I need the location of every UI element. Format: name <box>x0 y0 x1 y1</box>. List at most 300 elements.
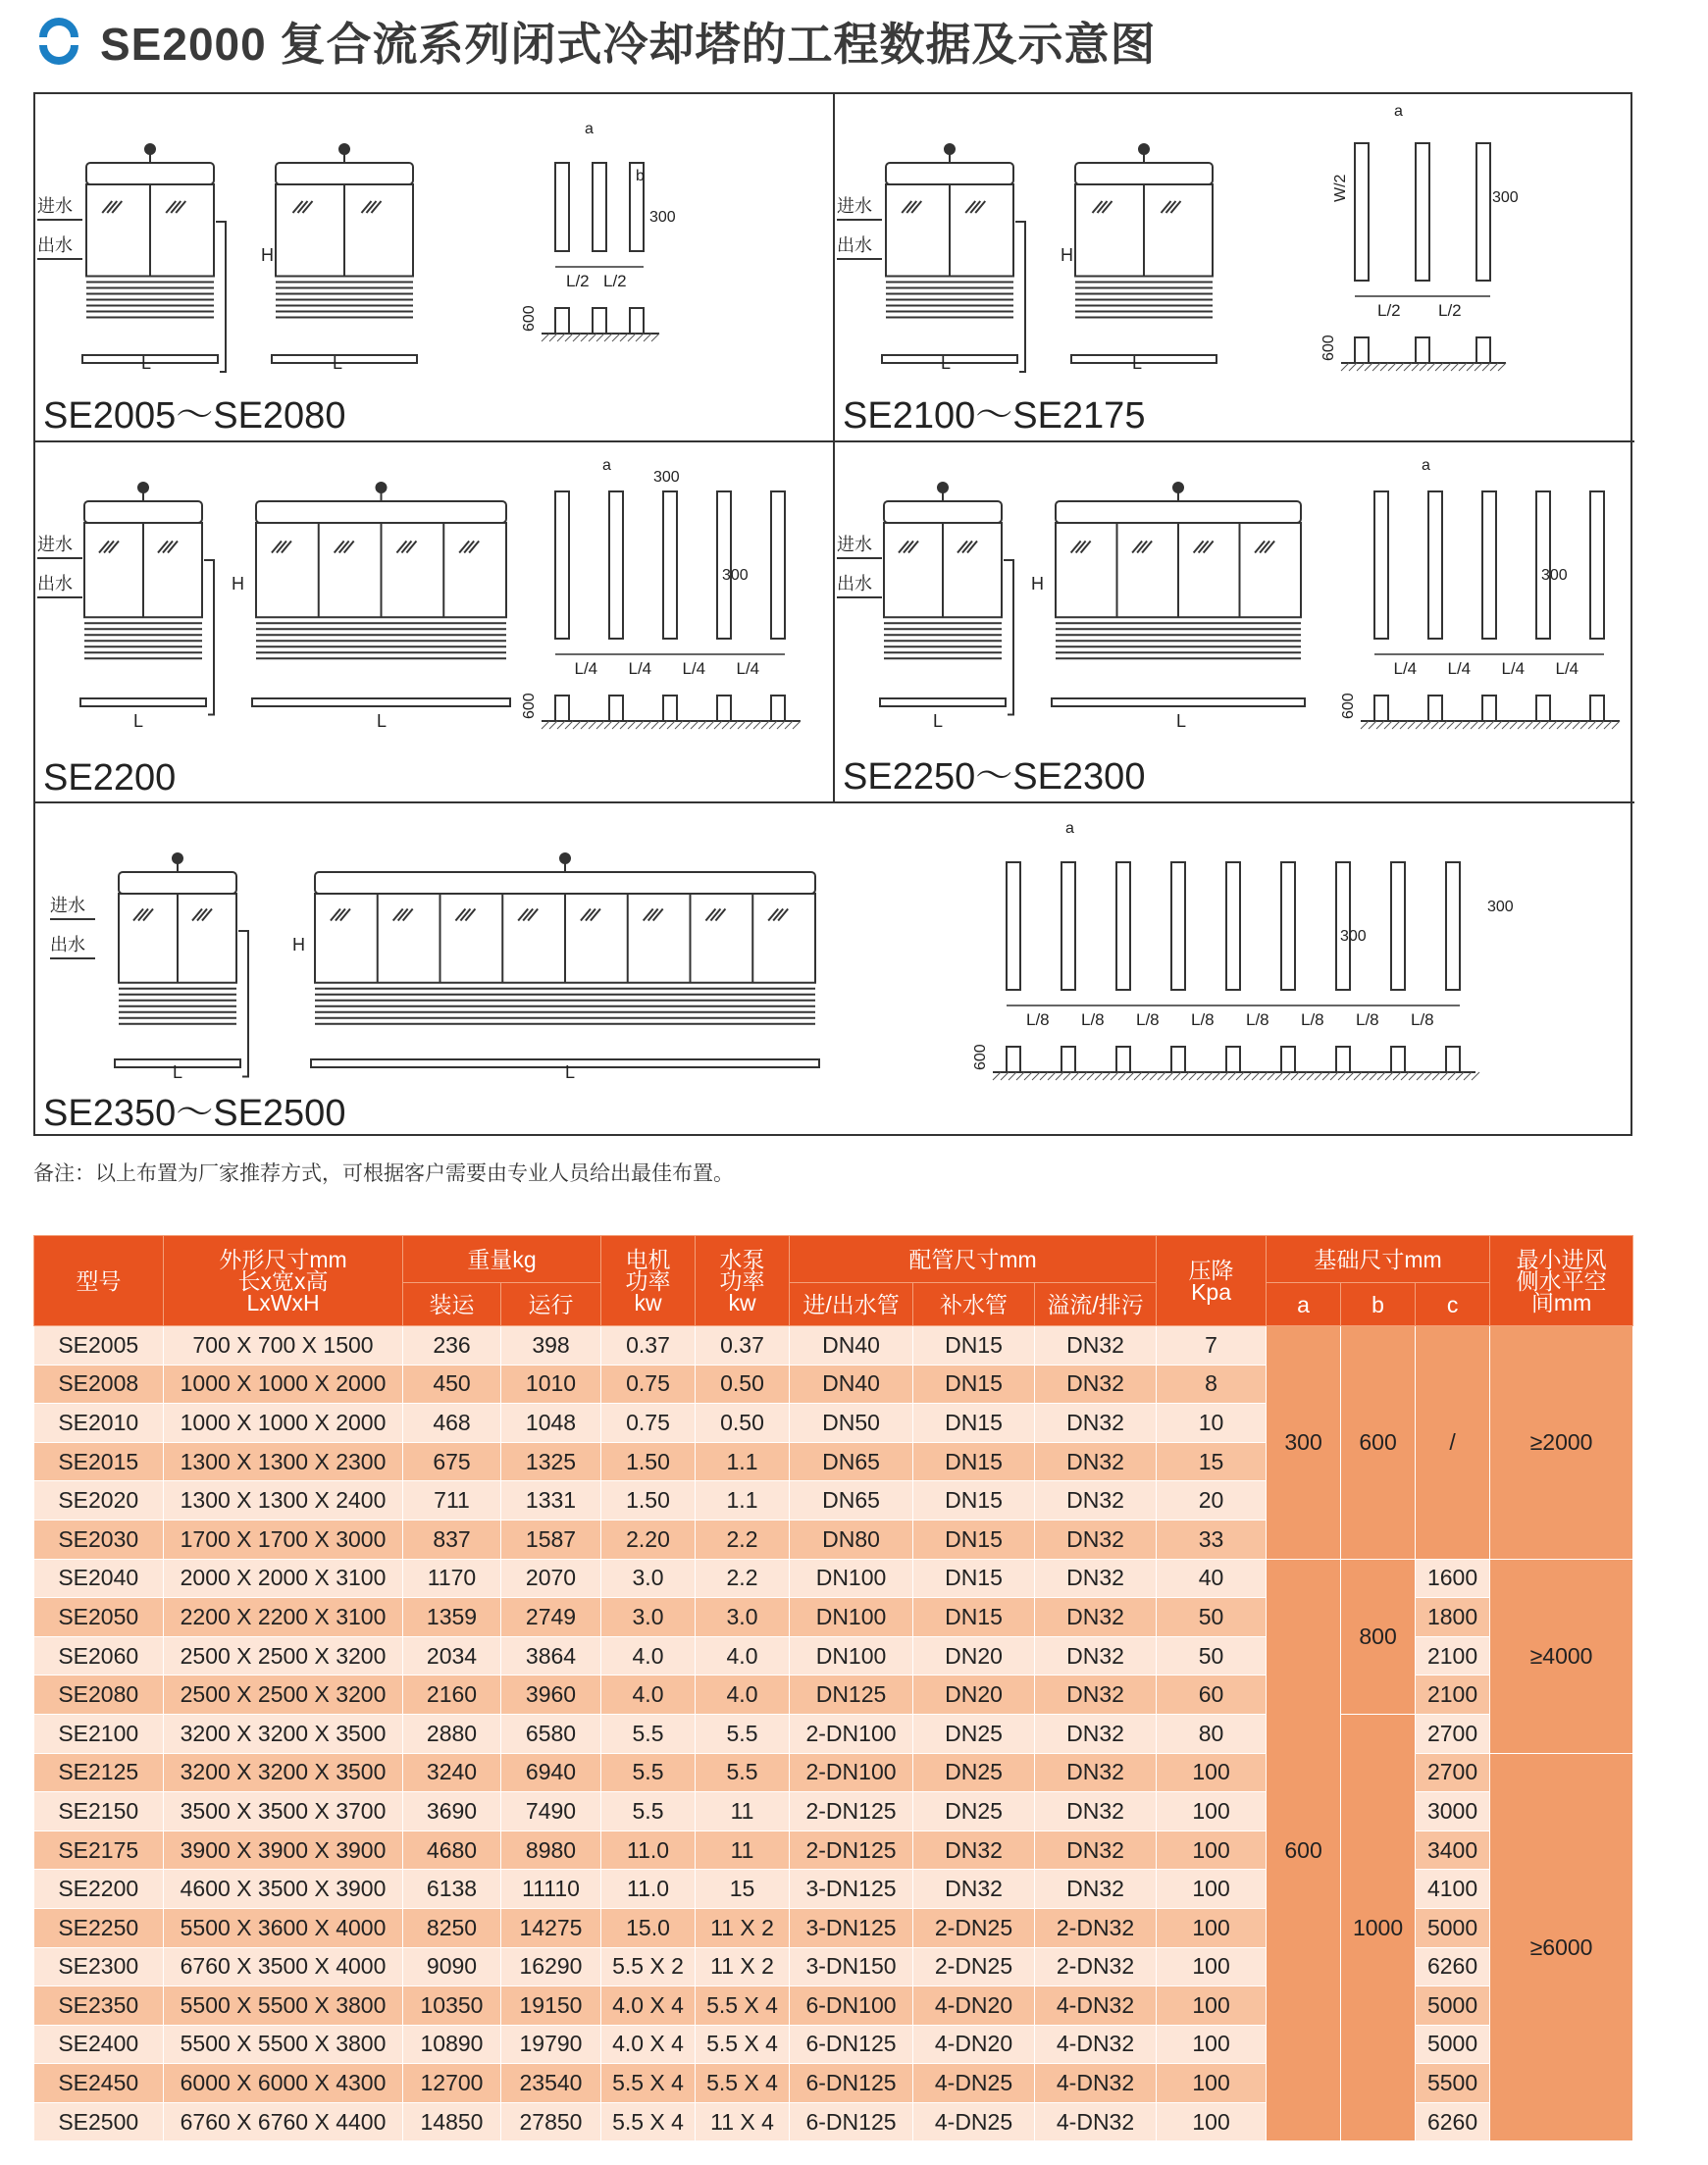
foundation-beam <box>555 163 569 251</box>
cell-motor: 0.75 <box>601 1404 696 1443</box>
dim-w2-label: W/2 <box>1332 174 1349 202</box>
foundation-beam <box>771 491 785 639</box>
cell-motor: 4.0 <box>601 1675 696 1715</box>
cell-makeup: 4-DN20 <box>913 2025 1035 2064</box>
cell-foundation-c: / <box>1416 1326 1490 1560</box>
cell-overflow: 4-DN32 <box>1035 1986 1157 2026</box>
cell-ship: 450 <box>403 1365 501 1404</box>
cell-dims: 3500 X 3500 X 3700 <box>164 1792 403 1831</box>
page-header <box>33 12 1156 71</box>
cell-makeup: DN15 <box>913 1404 1035 1443</box>
col-header-pump <box>696 1236 790 1326</box>
cell-foundation-c: 6260 <box>1416 2102 1490 2141</box>
cell-run: 8980 <box>501 1830 601 1870</box>
cell-io: 2-DN125 <box>790 1830 913 1870</box>
cell-model: SE2400 <box>34 2025 164 2064</box>
height-label: H <box>292 935 305 954</box>
span-label: L/2 <box>566 272 590 290</box>
diagram-drawing <box>835 442 1634 756</box>
span-label: L/8 <box>1081 1010 1105 1029</box>
cell-ship: 9090 <box>403 1947 501 1986</box>
cell-ship: 837 <box>403 1520 501 1559</box>
dim-300-label: 300 <box>722 567 749 584</box>
cell-pump: 1.1 <box>696 1481 790 1521</box>
cell-makeup: DN15 <box>913 1481 1035 1521</box>
water-out-label: 出水 <box>37 235 73 255</box>
cell-pump: 0.37 <box>696 1326 790 1366</box>
cell-foundation-c: 2100 <box>1416 1636 1490 1675</box>
cell-makeup: DN25 <box>913 1753 1035 1792</box>
cell-pump: 3.0 <box>696 1598 790 1637</box>
cell-ship: 4680 <box>403 1830 501 1870</box>
cell-run: 1048 <box>501 1404 601 1443</box>
brand-logo-icon <box>33 16 84 67</box>
cell-foundation-a: 600 <box>1267 1559 1341 2141</box>
cell-ship: 1170 <box>403 1559 501 1598</box>
cell-run: 6940 <box>501 1753 601 1792</box>
span-label: L/8 <box>1191 1010 1215 1029</box>
cell-pressure: 100 <box>1157 1908 1267 1947</box>
cell-makeup: DN15 <box>913 1442 1035 1481</box>
cell-ship: 14850 <box>403 2102 501 2141</box>
span-label: L/4 <box>1393 659 1418 678</box>
cell-foundation-c: 1600 <box>1416 1559 1490 1598</box>
water-in-label: 进水 <box>37 196 73 216</box>
cell-io: 3-DN150 <box>790 1947 913 1986</box>
cell-clearance: ≥4000 <box>1490 1559 1633 1753</box>
cell-dims: 1000 X 1000 X 2000 <box>164 1404 403 1443</box>
cell-io: 6-DN100 <box>790 1986 913 2026</box>
cell-dims: 1300 X 1300 X 2300 <box>164 1442 403 1481</box>
cell-makeup: DN15 <box>913 1559 1035 1598</box>
cooling-tower-drawing <box>311 853 819 1067</box>
length-label: L <box>565 1062 576 1082</box>
diagram-drawing <box>835 94 1634 395</box>
cell-motor: 5.5 X 4 <box>601 2102 696 2141</box>
cell-ship: 2034 <box>403 1636 501 1675</box>
cell-motor: 11.0 <box>601 1870 696 1909</box>
cell-foundation-c: 1800 <box>1416 1598 1490 1637</box>
cell-io: DN40 <box>790 1365 913 1404</box>
cooling-tower-drawing <box>272 144 417 363</box>
table-row <box>34 1559 1633 1598</box>
span-label: L/4 <box>1501 659 1526 678</box>
col-header-clearance <box>1490 1236 1633 1326</box>
cell-pressure: 60 <box>1157 1675 1267 1715</box>
cell-foundation-c: 5000 <box>1416 1986 1490 2026</box>
cell-motor: 1.50 <box>601 1481 696 1521</box>
cooling-tower-drawing <box>252 483 510 706</box>
cell-overflow: DN32 <box>1035 1675 1157 1715</box>
cell-pump: 15 <box>696 1870 790 1909</box>
cell-foundation-c: 5000 <box>1416 1908 1490 1947</box>
length-label: L <box>933 711 944 731</box>
table-row <box>34 1714 1633 1753</box>
cell-run: 1587 <box>501 1520 601 1559</box>
cell-model: SE2020 <box>34 1481 164 1521</box>
cell-overflow: DN32 <box>1035 1714 1157 1753</box>
cell-ship: 2160 <box>403 1675 501 1715</box>
cell-model: SE2080 <box>34 1675 164 1715</box>
span-label: L/8 <box>1411 1010 1434 1029</box>
span-label: L/4 <box>736 659 760 678</box>
foundation-beam <box>609 491 623 639</box>
foundation-beam <box>1226 862 1240 990</box>
cell-dims: 2000 X 2000 X 3100 <box>164 1559 403 1598</box>
foundation-beam <box>593 163 606 251</box>
cell-dims: 1000 X 1000 X 2000 <box>164 1365 403 1404</box>
cell-dims: 5500 X 5500 X 3800 <box>164 2025 403 2064</box>
cell-pressure: 8 <box>1157 1365 1267 1404</box>
height-label: H <box>232 574 244 593</box>
diagram-panel <box>35 442 835 803</box>
foundation-beam <box>663 491 677 639</box>
cell-run: 3960 <box>501 1675 601 1715</box>
cell-overflow: 2-DN32 <box>1035 1908 1157 1947</box>
water-out-label: 出水 <box>837 235 872 255</box>
cell-motor: 15.0 <box>601 1908 696 1947</box>
cell-overflow: DN32 <box>1035 1830 1157 1870</box>
cell-io: 2-DN125 <box>790 1792 913 1831</box>
dim-300-label: 300 <box>649 209 676 226</box>
cell-ship: 10890 <box>403 2025 501 2064</box>
cell-foundation-c: 6260 <box>1416 1947 1490 1986</box>
foundation-beam <box>1061 862 1075 990</box>
cell-motor: 3.0 <box>601 1559 696 1598</box>
cell-makeup: 4-DN25 <box>913 2064 1035 2103</box>
cell-motor: 3.0 <box>601 1598 696 1637</box>
foundation-beam <box>1446 862 1460 990</box>
cell-foundation-a: 300 <box>1267 1326 1341 1560</box>
cell-foundation-c: 3400 <box>1416 1830 1490 1870</box>
cell-dims: 4600 X 3500 X 3900 <box>164 1870 403 1909</box>
cell-model: SE2060 <box>34 1636 164 1675</box>
cell-pump: 5.5 X 4 <box>696 1986 790 2026</box>
length-label: L <box>377 711 388 731</box>
length-label: L <box>1176 711 1187 731</box>
panel-model-range: SE2005～SE2080 <box>43 395 346 437</box>
cell-dims: 1300 X 1300 X 2400 <box>164 1481 403 1521</box>
foundation-beam <box>1281 862 1295 990</box>
cell-motor: 5.5 X 2 <box>601 1947 696 1986</box>
cell-clearance: ≥2000 <box>1490 1326 1633 1560</box>
col-header-ship: 装运 <box>403 1283 501 1326</box>
cell-ship: 711 <box>403 1481 501 1521</box>
length-label: L <box>1132 353 1143 373</box>
cell-makeup: DN32 <box>913 1870 1035 1909</box>
cell-io: 2-DN100 <box>790 1753 913 1792</box>
cell-io: 6-DN125 <box>790 2025 913 2064</box>
cell-makeup: 4-DN20 <box>913 1986 1035 2026</box>
cell-dims: 2500 X 2500 X 3200 <box>164 1675 403 1715</box>
cell-overflow: DN32 <box>1035 1404 1157 1443</box>
cell-overflow: 4-DN32 <box>1035 2064 1157 2103</box>
cell-model: SE2300 <box>34 1947 164 1986</box>
foundation-beam <box>1171 862 1185 990</box>
cell-motor: 1.50 <box>601 1442 696 1481</box>
footnote: 备注：以上布置为厂家推荐方式，可根据客户需要由专业人员给出最佳布置。 <box>33 1161 734 1185</box>
cell-motor: 4.0 X 4 <box>601 2025 696 2064</box>
col-header-dims <box>164 1236 403 1326</box>
cell-model: SE2050 <box>34 1598 164 1637</box>
cell-pressure: 100 <box>1157 1753 1267 1792</box>
cell-overflow: DN32 <box>1035 1636 1157 1675</box>
cell-makeup: 4-DN25 <box>913 2102 1035 2141</box>
span-label: L/2 <box>603 272 627 290</box>
panel-model-range: SE2200 <box>43 757 177 799</box>
cell-overflow: DN32 <box>1035 1559 1157 1598</box>
cell-pump: 11 <box>696 1792 790 1831</box>
page-title: SE2000 复合流系列闭式冷却塔的工程数据及示意图 <box>100 19 1157 70</box>
col-header-run: 运行 <box>501 1283 601 1326</box>
cell-run: 27850 <box>501 2102 601 2141</box>
diagram-panel <box>35 803 1634 1138</box>
cell-pressure: 50 <box>1157 1636 1267 1675</box>
pump-header-text: 水泵 功率 kw <box>719 1246 765 1315</box>
foundation-beam <box>1355 143 1369 281</box>
cell-motor: 5.5 <box>601 1714 696 1753</box>
panel-model-range: SE2350～SE2500 <box>43 1093 346 1134</box>
dims-header-text: 外形尺寸mm 长x宽x高 LxWxH <box>219 1246 347 1315</box>
cell-ship: 12700 <box>403 2064 501 2103</box>
cell-pump: 11 <box>696 1830 790 1870</box>
table-row <box>34 1326 1633 1366</box>
cell-run: 19150 <box>501 1986 601 2026</box>
cell-foundation-b: 800 <box>1341 1559 1416 1714</box>
cell-dims: 3900 X 3900 X 3900 <box>164 1830 403 1870</box>
specs-table <box>33 1235 1633 2141</box>
cell-dims: 6760 X 3500 X 4000 <box>164 1947 403 1986</box>
cell-motor: 5.5 <box>601 1753 696 1792</box>
cell-ship: 6138 <box>403 1870 501 1909</box>
diagram-grid <box>33 92 1632 1136</box>
cooling-tower-drawing <box>80 483 214 715</box>
cell-pump: 4.0 <box>696 1636 790 1675</box>
cell-motor: 5.5 X 4 <box>601 2064 696 2103</box>
cooling-tower-drawing <box>1052 483 1305 706</box>
cell-dims: 3200 X 3200 X 3500 <box>164 1753 403 1792</box>
cell-model: SE2175 <box>34 1830 164 1870</box>
height-600-label: 600 <box>972 1044 989 1070</box>
cell-pressure: 7 <box>1157 1326 1267 1366</box>
col-header-pipe-overflow: 溢流/排污 <box>1035 1283 1157 1326</box>
cell-run: 1331 <box>501 1481 601 1521</box>
cell-io: DN100 <box>790 1559 913 1598</box>
col-header-fc: c <box>1416 1283 1490 1326</box>
cell-foundation-c: 4100 <box>1416 1870 1490 1909</box>
cell-ship: 675 <box>403 1442 501 1481</box>
water-in-label: 进水 <box>50 896 85 915</box>
cell-overflow: 4-DN32 <box>1035 2025 1157 2064</box>
dim-a-label: a <box>1394 103 1403 120</box>
cell-dims: 6000 X 6000 X 4300 <box>164 2064 403 2103</box>
cell-run: 398 <box>501 1326 601 1366</box>
cell-io: 2-DN100 <box>790 1714 913 1753</box>
cell-model: SE2030 <box>34 1520 164 1559</box>
cell-motor: 4.0 X 4 <box>601 1986 696 2026</box>
cell-clearance: ≥6000 <box>1490 1753 1633 2141</box>
cell-pressure: 80 <box>1157 1714 1267 1753</box>
length-label: L <box>133 711 144 731</box>
cell-dims: 2200 X 2200 X 3100 <box>164 1598 403 1637</box>
cooling-tower-drawing <box>880 483 1013 715</box>
cell-motor: 5.5 <box>601 1792 696 1831</box>
cell-overflow: DN32 <box>1035 1365 1157 1404</box>
length-label: L <box>941 353 952 373</box>
cell-foundation-c: 5500 <box>1416 2064 1490 2103</box>
water-out-label: 出水 <box>37 574 73 593</box>
length-label: L <box>141 353 152 373</box>
diagram-drawing <box>35 442 835 756</box>
water-out-label: 出水 <box>837 574 872 593</box>
cell-foundation-c: 5000 <box>1416 2025 1490 2064</box>
cell-foundation-c: 2700 <box>1416 1714 1490 1753</box>
col-header-pipe-io: 进/出水管 <box>790 1283 913 1326</box>
height-600-label: 600 <box>1340 693 1357 719</box>
cell-makeup: DN15 <box>913 1598 1035 1637</box>
water-in-label: 进水 <box>37 535 73 554</box>
foundation-beam <box>1007 862 1020 990</box>
cell-overflow: DN32 <box>1035 1520 1157 1559</box>
span-label: L/4 <box>574 659 598 678</box>
span-label: L/8 <box>1026 1010 1050 1029</box>
col-header-pipe: 配管尺寸mm <box>790 1236 1157 1283</box>
cell-run: 2070 <box>501 1559 601 1598</box>
cell-motor: 0.37 <box>601 1326 696 1366</box>
foundation-beam <box>1416 143 1429 281</box>
cell-ship: 3690 <box>403 1792 501 1831</box>
cell-run: 11110 <box>501 1870 601 1909</box>
foundation-beam <box>717 491 731 639</box>
span-label: L/4 <box>1555 659 1579 678</box>
cell-io: DN65 <box>790 1442 913 1481</box>
cell-makeup: DN20 <box>913 1675 1035 1715</box>
cell-makeup: DN25 <box>913 1792 1035 1831</box>
cell-pressure: 100 <box>1157 2102 1267 2141</box>
panel-model-range: SE2100～SE2175 <box>843 395 1146 437</box>
height-label: H <box>1061 245 1073 265</box>
cell-pressure: 100 <box>1157 1830 1267 1870</box>
cell-pump: 11 X 2 <box>696 1947 790 1986</box>
foundation-beam <box>1536 491 1550 639</box>
cell-pressure: 100 <box>1157 2064 1267 2103</box>
diagram-drawing <box>35 94 835 395</box>
col-header-foundation: 基础尺寸mm <box>1267 1236 1490 1283</box>
cell-pump: 11 X 4 <box>696 2102 790 2141</box>
cell-io: DN40 <box>790 1326 913 1366</box>
cell-pump: 0.50 <box>696 1404 790 1443</box>
cell-pressure: 33 <box>1157 1520 1267 1559</box>
cell-dims: 5500 X 3600 X 4000 <box>164 1908 403 1947</box>
cell-model: SE2500 <box>34 2102 164 2141</box>
cell-pressure: 100 <box>1157 2025 1267 2064</box>
dim-300-label: 300 <box>1487 899 1514 915</box>
cell-motor: 4.0 <box>601 1636 696 1675</box>
col-header-pipe-makeup: 补水管 <box>913 1283 1035 1326</box>
cell-pump: 5.5 X 4 <box>696 2064 790 2103</box>
cell-model: SE2040 <box>34 1559 164 1598</box>
dim-300-label: 300 <box>653 469 680 486</box>
cell-motor: 11.0 <box>601 1830 696 1870</box>
span-label: L/2 <box>1377 301 1401 320</box>
cell-dims: 700 X 700 X 1500 <box>164 1326 403 1366</box>
span-label: L/4 <box>682 659 706 678</box>
foundation-beam <box>1590 491 1604 639</box>
cell-io: 6-DN125 <box>790 2102 913 2141</box>
height-600-label: 600 <box>521 305 538 332</box>
cell-pump: 5.5 X 4 <box>696 2025 790 2064</box>
dim-a-label: a <box>1065 820 1074 837</box>
cell-makeup: DN25 <box>913 1714 1035 1753</box>
cell-model: SE2200 <box>34 1870 164 1909</box>
cell-dims: 1700 X 1700 X 3000 <box>164 1520 403 1559</box>
col-header-motor <box>601 1236 696 1326</box>
cooling-tower-drawing <box>82 144 226 372</box>
cell-model: SE2450 <box>34 2064 164 2103</box>
cooling-tower-drawing <box>115 853 248 1077</box>
dim-a-label: a <box>1422 457 1430 474</box>
cell-overflow: DN32 <box>1035 1326 1157 1366</box>
water-in-label: 进水 <box>837 535 872 554</box>
cell-overflow: DN32 <box>1035 1481 1157 1521</box>
cell-pump: 2.2 <box>696 1520 790 1559</box>
cell-pump: 5.5 <box>696 1714 790 1753</box>
cell-run: 1325 <box>501 1442 601 1481</box>
cell-overflow: DN32 <box>1035 1753 1157 1792</box>
cell-pressure: 15 <box>1157 1442 1267 1481</box>
foundation-beam <box>1428 491 1442 639</box>
cell-ship: 3240 <box>403 1753 501 1792</box>
panel-model-range: SE2250～SE2300 <box>843 756 1146 798</box>
dim-300-label: 300 <box>1340 928 1367 945</box>
cell-pump: 1.1 <box>696 1442 790 1481</box>
water-in-label: 进水 <box>837 196 872 216</box>
cell-ship: 468 <box>403 1404 501 1443</box>
cell-run: 7490 <box>501 1792 601 1831</box>
cooling-tower-drawing <box>1071 144 1216 363</box>
cell-run: 2749 <box>501 1598 601 1637</box>
cell-motor: 2.20 <box>601 1520 696 1559</box>
cell-foundation-b: 600 <box>1341 1326 1416 1560</box>
diagram-panel <box>35 94 835 442</box>
height-label: H <box>261 245 274 265</box>
length-label: L <box>333 353 343 373</box>
dim-300-label: 300 <box>1541 567 1568 584</box>
cell-foundation-c: 2100 <box>1416 1675 1490 1715</box>
cell-makeup: DN20 <box>913 1636 1035 1675</box>
diagram-panel <box>835 442 1634 803</box>
cell-run: 23540 <box>501 2064 601 2103</box>
cell-io: DN65 <box>790 1481 913 1521</box>
cell-foundation-c: 3000 <box>1416 1792 1490 1831</box>
cell-overflow: 2-DN32 <box>1035 1947 1157 1986</box>
cell-pump: 5.5 <box>696 1753 790 1792</box>
cell-model: SE2350 <box>34 1986 164 2026</box>
dim-300-label: 300 <box>1492 189 1519 206</box>
span-label: L/4 <box>628 659 652 678</box>
dim-a-label: a <box>602 457 611 474</box>
dim-b-label: b <box>636 168 645 184</box>
foundation-beam <box>1374 491 1388 639</box>
diagram-panel <box>835 94 1634 442</box>
cell-run: 3864 <box>501 1636 601 1675</box>
cell-io: 6-DN125 <box>790 2064 913 2103</box>
height-600-label: 600 <box>1320 335 1337 361</box>
cell-pressure: 100 <box>1157 1792 1267 1831</box>
cell-dims: 5500 X 5500 X 3800 <box>164 1986 403 2026</box>
cell-pressure: 10 <box>1157 1404 1267 1443</box>
cell-foundation-c: 2700 <box>1416 1753 1490 1792</box>
